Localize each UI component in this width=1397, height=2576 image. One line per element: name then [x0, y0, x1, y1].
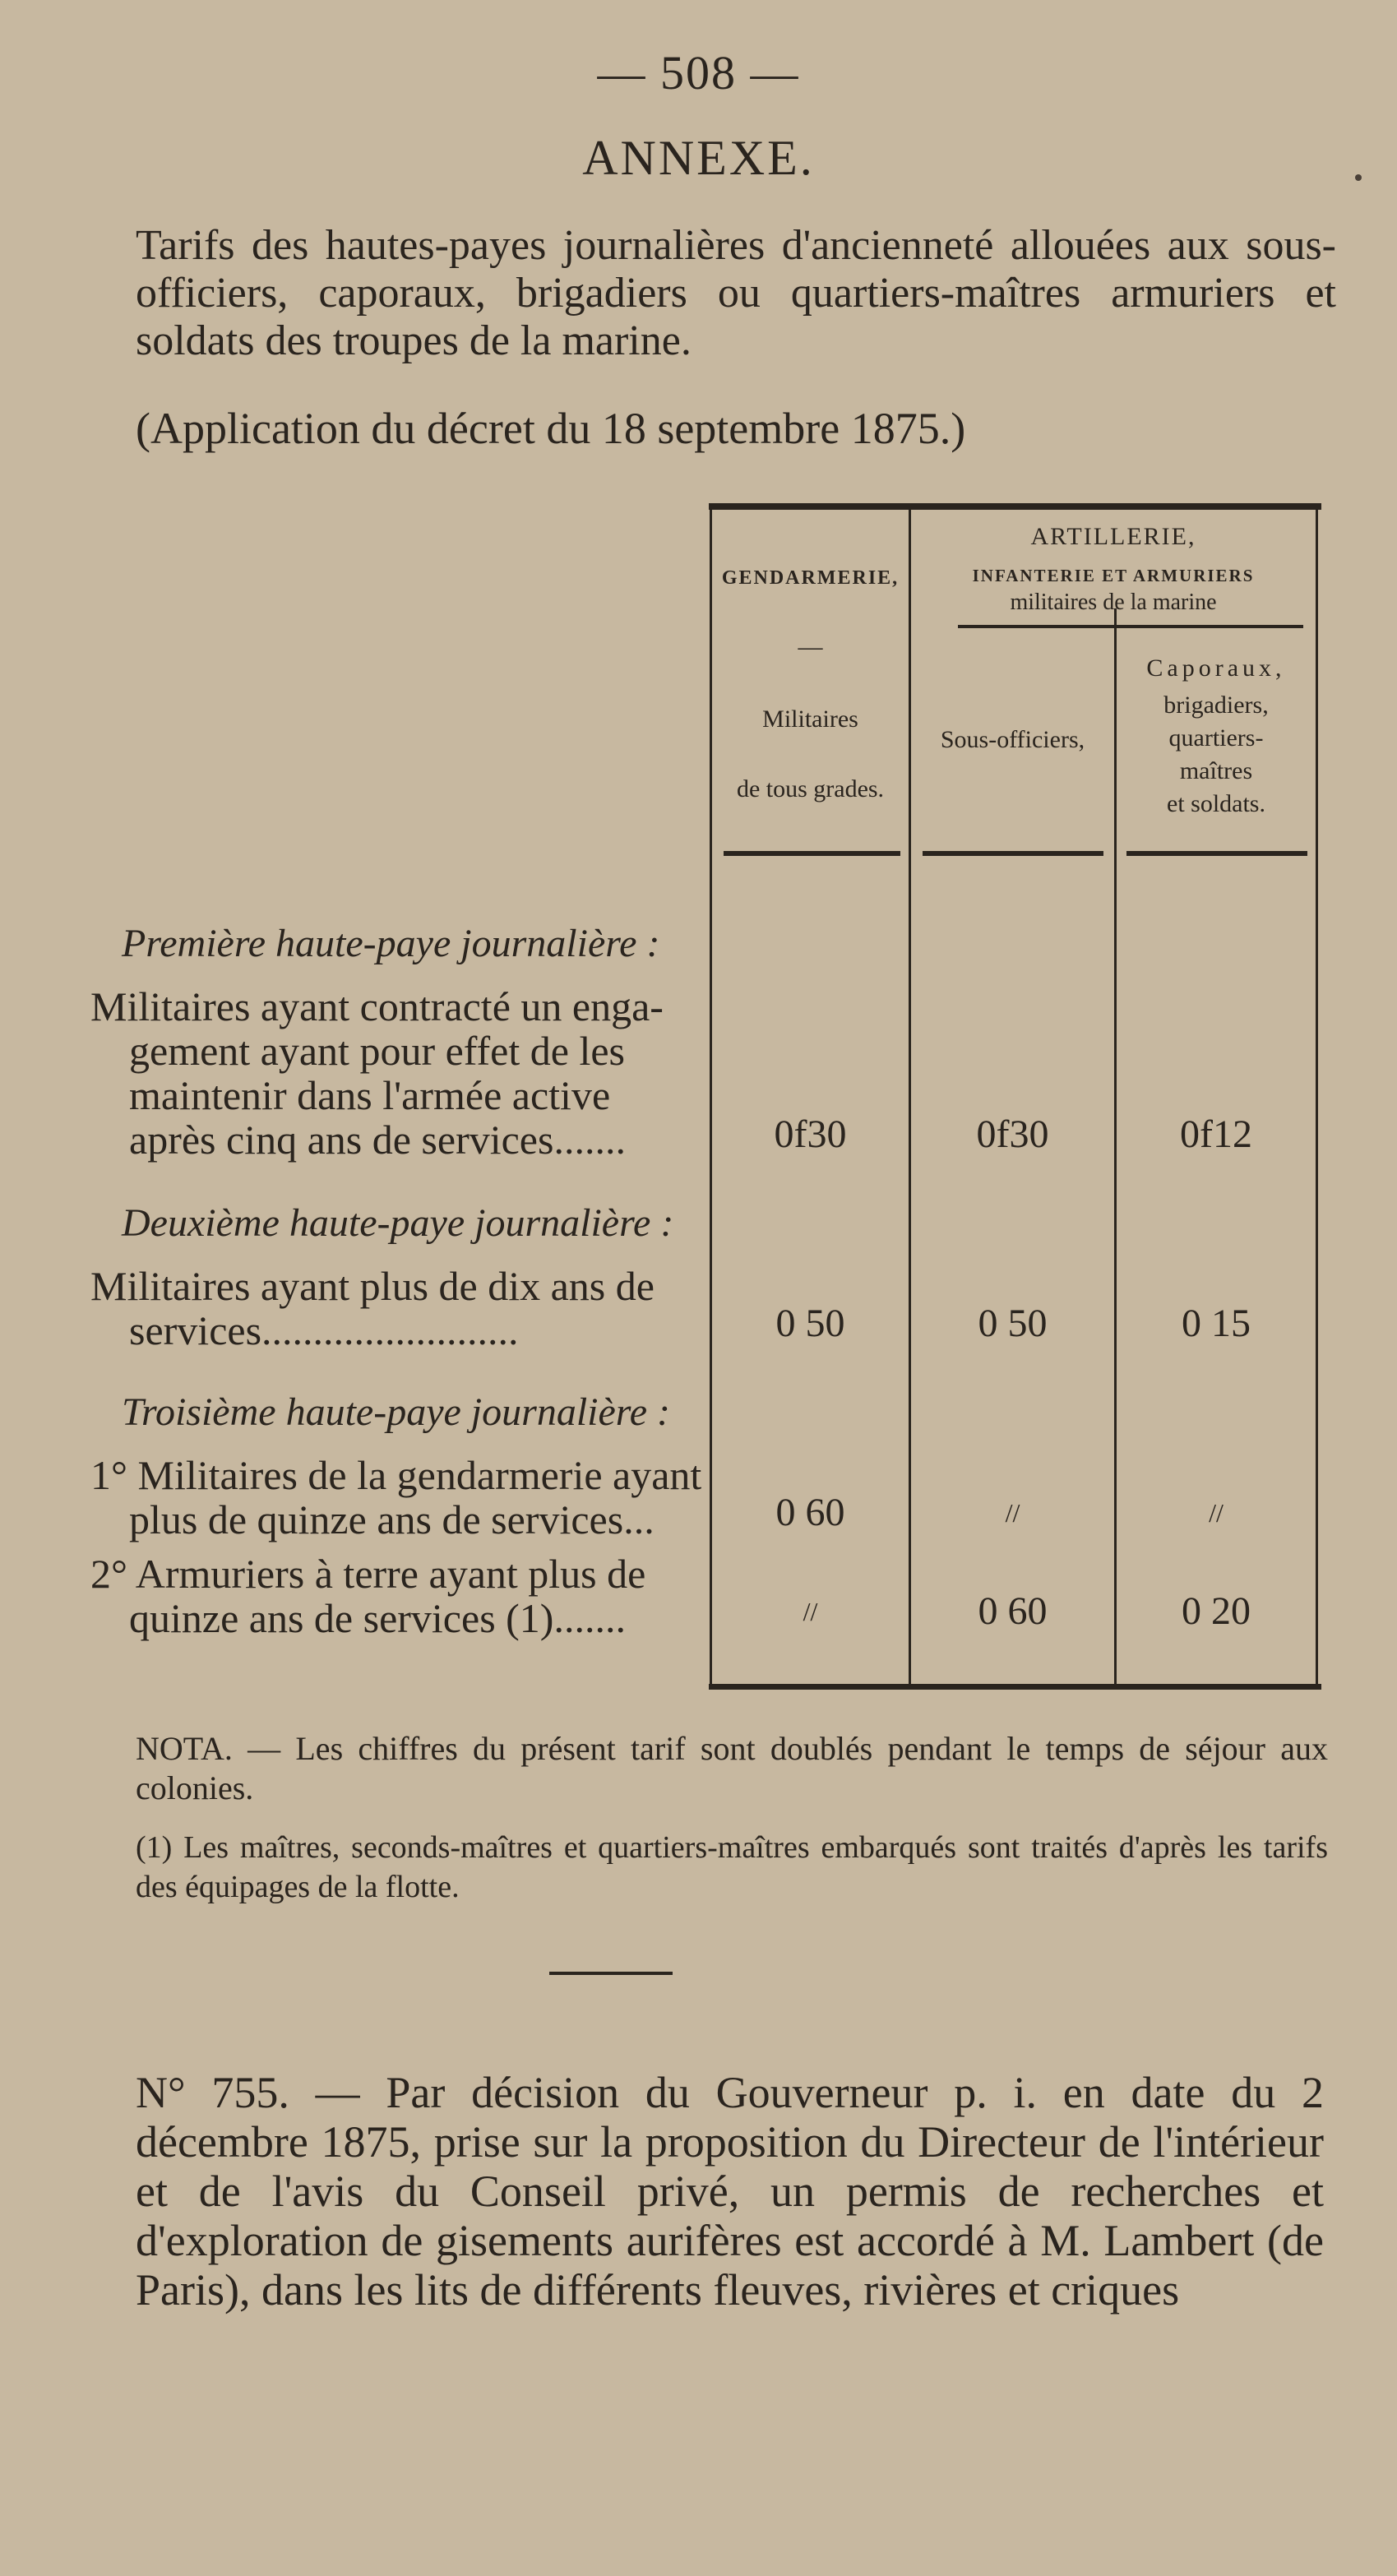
col-header-caporaux-4: maîtres — [1179, 757, 1253, 784]
gendarmerie-subheader-2: de tous grades. — [736, 775, 885, 802]
decision-paragraph: N° 755. — Par décision du Gouverneur p. i. en date du 2 décembre 1875, prise sur la proposition du Directeur de l'intérieur et de l'avis du Conseil privé, un permis de recherches et d'exploration de gisements aurifères est accordé à M. Lambert (de Paris), dans les lits de différents fleuves, rivières et criques — [136, 2068, 1324, 2315]
section-title: Première haute-paye journalière : — [122, 922, 660, 965]
col-header-sous-officiers: Sous-officiers, — [940, 726, 1085, 753]
row-label-line: maintenir dans l'armée active — [129, 1072, 611, 1118]
row-label-line: Militaires ayant plus de dix ans de — [90, 1263, 655, 1309]
table-cell: 0 15 — [1182, 1302, 1251, 1345]
section-separator — [549, 1972, 673, 1975]
row-label-line: 2° Armuriers à terre ayant plus de — [90, 1551, 646, 1597]
page-title: ANNEXE. — [582, 131, 815, 185]
table-bottom-rule — [709, 1684, 1321, 1690]
row-label-line: 1° Militaires de la gendarmerie ayant — [90, 1452, 702, 1498]
header-underline — [724, 851, 900, 856]
table-top-rule — [709, 503, 1321, 510]
gendarmerie-dash: — — [798, 633, 823, 660]
section-title: Troisième haute-paye journalière : — [122, 1390, 670, 1434]
gendarmerie-subheader-1: Militaires — [762, 705, 858, 733]
table-cell: 0 20 — [1182, 1589, 1251, 1633]
table-cell: // — [803, 1597, 818, 1626]
row-label — [90, 984, 703, 1162]
gendarmerie-header: GENDARMERIE, — [721, 567, 900, 589]
header-underline — [923, 851, 1103, 856]
header-span-rule — [958, 625, 1303, 628]
footnote: (1) Les maîtres, seconds-maîtres et quartiers-maîtres embarqués sont traités d'après les tarifs des équipages de la flotte. — [136, 1830, 1328, 1904]
table-column-rule — [1316, 510, 1318, 1686]
table-cell: 0f30 — [976, 1112, 1049, 1156]
page-number: — 508 — — [597, 46, 800, 99]
row-label — [90, 1453, 703, 1542]
table-cell: 0f12 — [1180, 1112, 1252, 1156]
table-cell: // — [1005, 1498, 1020, 1528]
intro-paragraph: Tarifs des hautes-payes journalières d'ancienneté allouées aux sous-officiers, caporaux, brigadiers ou quartiers-maîtres armuriers et soldats des troupes de la marine. — [136, 222, 1336, 364]
row-label — [90, 1264, 703, 1353]
application-note: (Application du décret du 18 septembre 1875.) — [136, 404, 966, 453]
col-header-caporaux-2: brigadiers, — [1163, 691, 1269, 719]
nota-paragraph: NOTA. — Les chiffres du présent tarif sont doublés pendant le temps de séjour aux colonies. — [136, 1730, 1328, 1806]
row-label-line: plus de quinze ans de services... — [129, 1496, 655, 1542]
row-label-line: Militaires ayant contracté un enga- — [90, 983, 664, 1029]
col-header-caporaux-3: quartiers- — [1168, 724, 1264, 752]
table-cell: // — [1209, 1498, 1224, 1528]
artillerie-header: ARTILLERIE, — [1030, 523, 1196, 550]
section-title: Deuxième haute-paye journalière : — [122, 1201, 674, 1245]
row-label — [90, 1552, 703, 1640]
table-cell: 0 50 — [978, 1302, 1048, 1345]
table-cell: 0 60 — [775, 1491, 845, 1534]
header-underline — [1126, 851, 1307, 856]
row-label-line: services......................... — [129, 1307, 519, 1353]
row-label-line: gement ayant pour effet de les — [129, 1028, 626, 1074]
artillerie-subheader-1: INFANTERIE ET ARMURIERS — [972, 566, 1255, 585]
col-header-caporaux-1: Caporaux, — [1146, 654, 1286, 682]
table-cell: 0f30 — [774, 1112, 847, 1156]
margin-speck — [1355, 174, 1362, 181]
table-cell: 0 50 — [775, 1302, 845, 1345]
row-label-line: après cinq ans de services....... — [129, 1117, 626, 1163]
col-header-caporaux-5: et soldats. — [1167, 790, 1265, 817]
row-label-line: quinze ans de services (1)....... — [129, 1595, 626, 1641]
artillerie-subheader-2: militaires de la marine — [1010, 590, 1217, 615]
table-cell: 0 60 — [978, 1589, 1048, 1633]
